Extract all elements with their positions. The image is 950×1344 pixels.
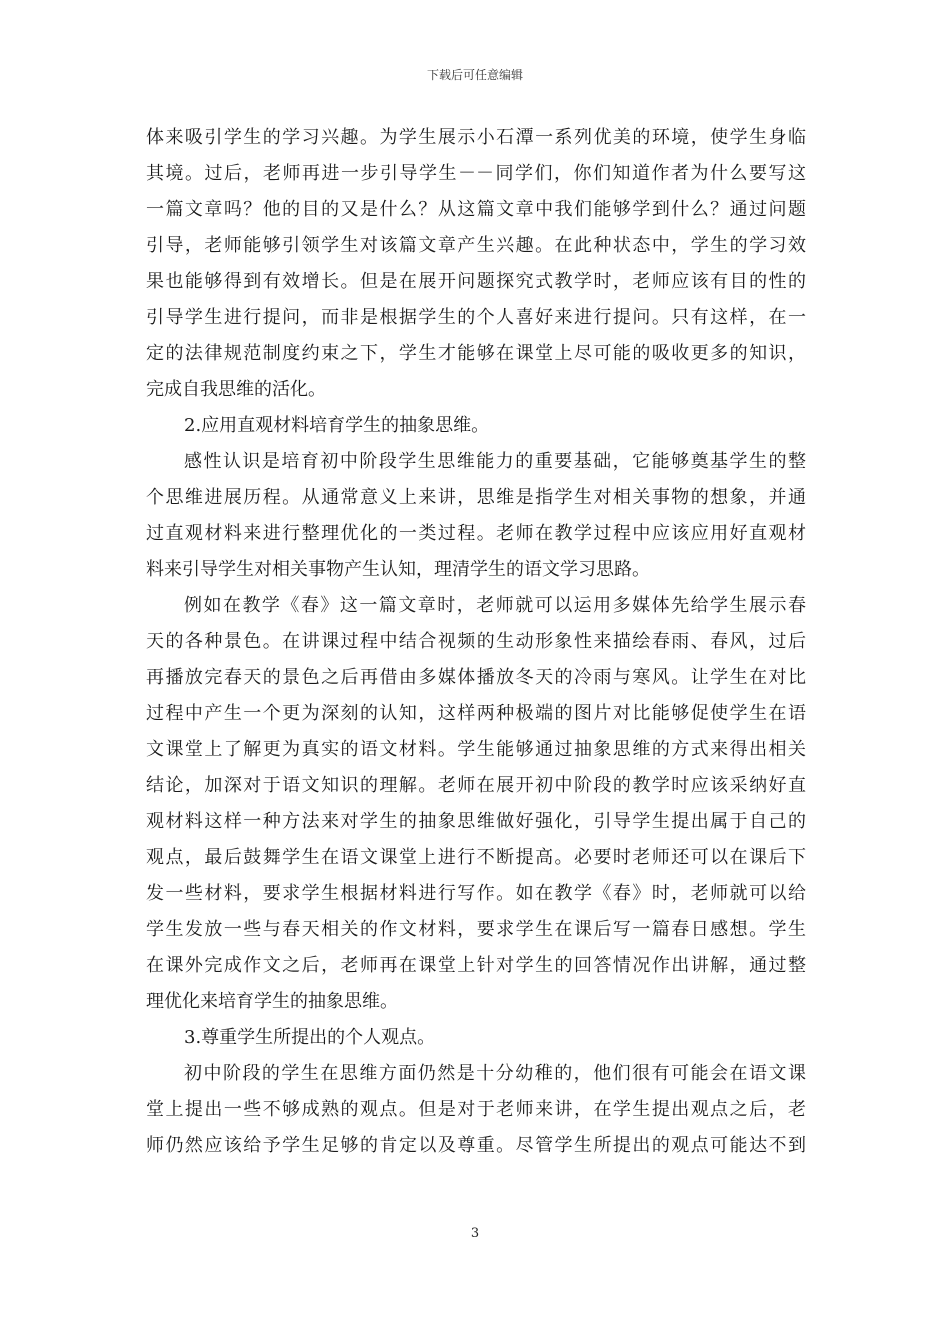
text-line: 堂上提出一些不够成熟的观点。但是对于老师来讲，在学生提出观点之后，老: [146, 1099, 806, 1120]
text-line: 果也能够得到有效增长。但是在展开问题探究式教学时，老师应该有目的性的: [146, 271, 806, 292]
text-line: 结论，加深对于语文知识的理解。老师在展开初中阶段的教学时应该采纳好直: [146, 775, 806, 796]
text-line: 师仍然应该给予学生足够的肯定以及尊重。尽管学生所提出的观点可能达不到: [146, 1135, 806, 1156]
text-line: 观点，最后鼓舞学生在语文课堂上进行不断提高。必要时老师还可以在课后下: [146, 847, 806, 868]
text-line: 观材料这样一种方法来对学生的抽象思维做好强化，引导学生提出属于自己的: [146, 811, 806, 832]
text-line: 在课外完成作文之后，老师再在课堂上针对学生的回答情况作出讲解，通过整: [146, 955, 806, 976]
text-line: 体来吸引学生的学习兴趣。为学生展示小石潭一系列优美的环境，使学生身临: [146, 127, 806, 148]
text-line: 个思维进展历程。从通常意义上来讲，思维是指学生对相关事物的想象，并通: [146, 487, 806, 508]
text-line: 完成自我思维的活化。: [146, 379, 326, 400]
text-line: 例如在教学《春》这一篇文章时，老师就可以运用多媒体先给学生展示春: [184, 595, 806, 616]
page-number: 3: [470, 1226, 480, 1241]
text-line: 文课堂上了解更为真实的语文材料。学生能够通过抽象思维的方式来得出相关: [146, 739, 806, 760]
text-line: 理优化来培育学生的抽象思维。: [146, 991, 398, 1012]
text-line: 天的各种景色。在讲课过程中结合视频的生动形象性来描绘春雨、春风，过后: [146, 631, 806, 652]
section-heading: 2.应用直观材料培育学生的抽象思维。: [184, 415, 490, 436]
section-heading: 3.尊重学生所提出的个人观点。: [184, 1027, 436, 1048]
text-line: 引导，老师能够引领学生对该篇文章产生兴趣。在此种状态中，学生的学习效: [146, 235, 806, 256]
text-line: 引导学生进行提问，而非是根据学生的个人喜好来进行提问。只有这样，在一: [146, 307, 806, 328]
text-line: 料来引导学生对相关事物产生认知，理清学生的语文学习思路。: [146, 559, 650, 580]
text-line: 发一些材料，要求学生根据材料进行写作。如在教学《春》时，老师就可以给: [146, 883, 806, 904]
text-line: 其境。过后，老师再进一步引导学生－－同学们，你们知道作者为什么要写这: [146, 163, 806, 184]
page-header: 下载后可任意编辑: [426, 68, 523, 82]
text-line: 一篇文章吗？他的目的又是什么？从这篇文章中我们能够学到什么？通过问题: [146, 199, 806, 220]
document-body: [146, 120, 806, 1164]
text-line: 再播放完春天的景色之后再借由多媒体播放冬天的冷雨与寒风。让学生在对比: [146, 667, 806, 688]
text-line: 定的法律规范制度约束之下，学生才能够在课堂上尽可能的吸收更多的知识，: [146, 343, 806, 364]
text-line: 初中阶段的学生在思维方面仍然是十分幼稚的，他们很有可能会在语文课: [184, 1063, 806, 1084]
text-line: 过程中产生一个更为深刻的认知，这样两种极端的图片对比能够促使学生在语: [146, 703, 806, 724]
text-line: 过直观材料来进行整理优化的一类过程。老师在教学过程中应该应用好直观材: [146, 523, 806, 544]
text-line: 感性认识是培育初中阶段学生思维能力的重要基础，它能够奠基学生的整: [184, 451, 806, 472]
text-line: 学生发放一些与春天相关的作文材料，要求学生在课后写一篇春日感想。学生: [146, 919, 806, 940]
